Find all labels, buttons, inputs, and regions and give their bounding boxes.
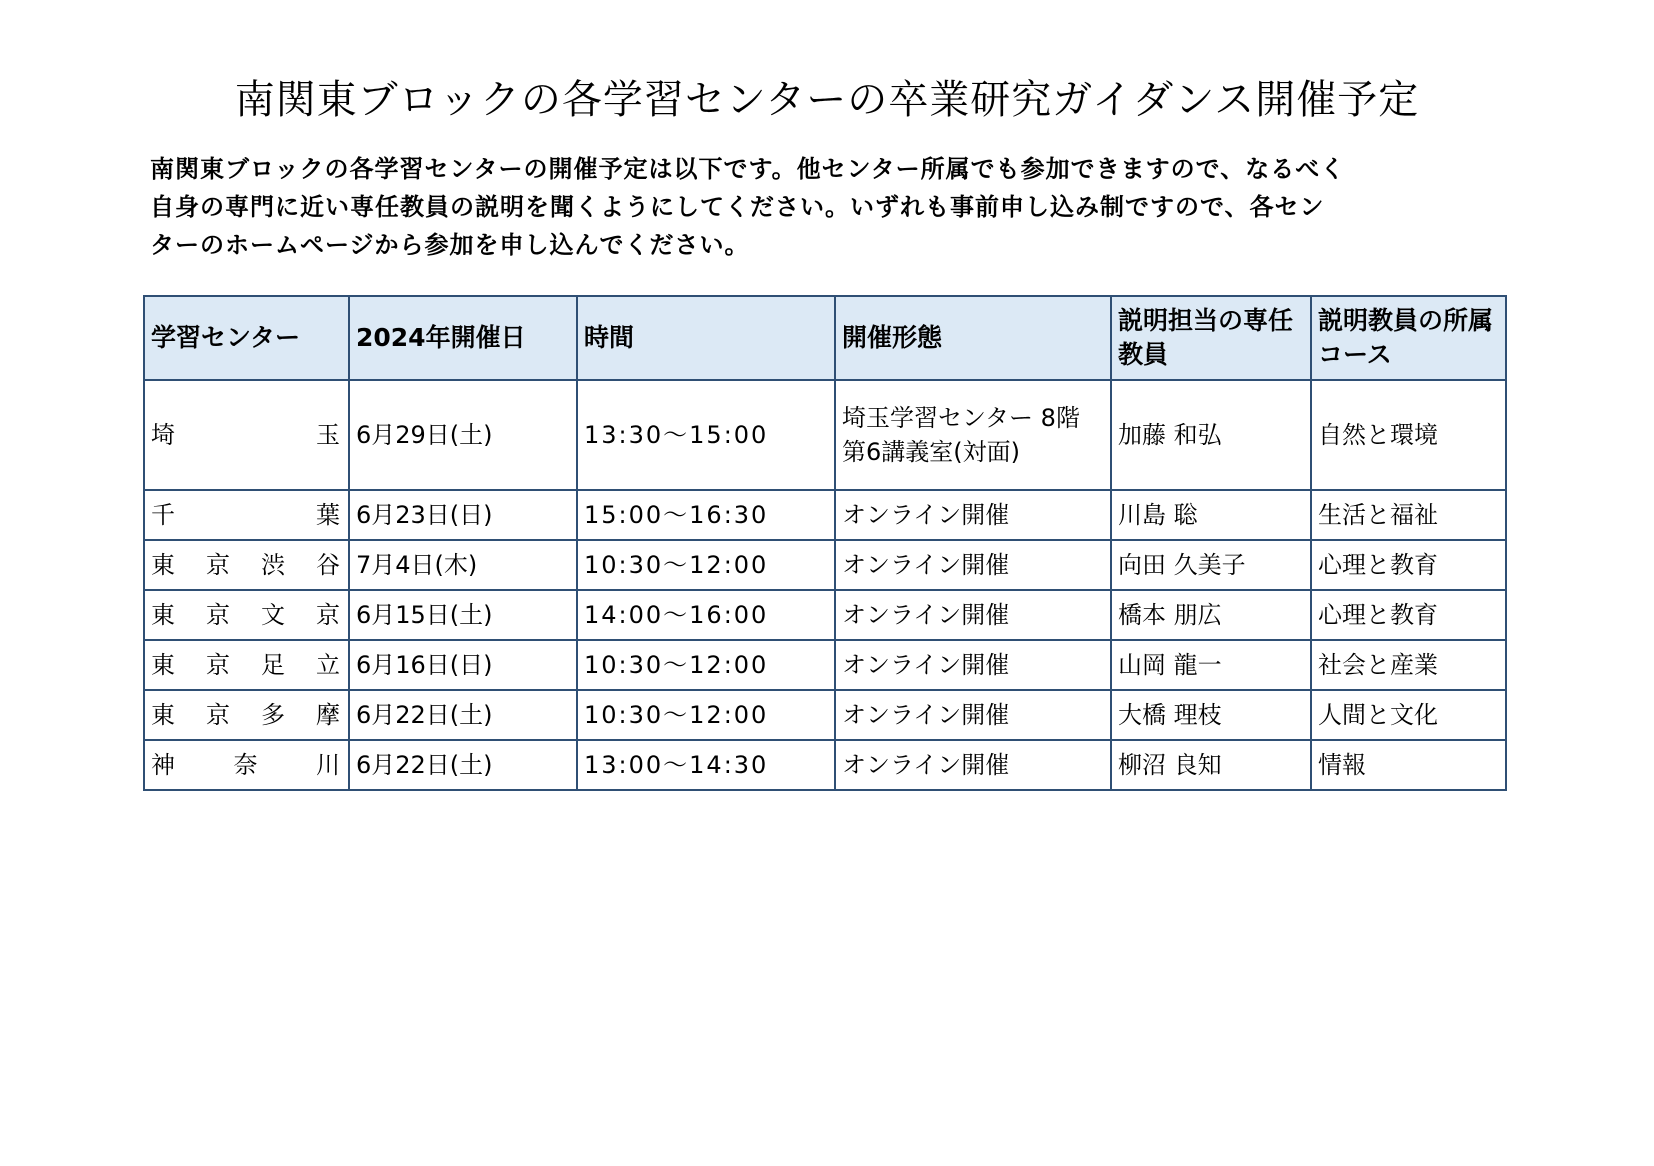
table-row bbox=[144, 740, 1506, 790]
header-format: 開催形態 bbox=[835, 296, 1111, 380]
intro-paragraph bbox=[150, 150, 1490, 264]
cell-time: 14:00～16:00 bbox=[577, 590, 835, 640]
cell-teacher: 山岡 龍一 bbox=[1111, 640, 1311, 690]
cell-course: 情報 bbox=[1311, 740, 1506, 790]
cell-date: 6月23日(日) bbox=[349, 490, 577, 540]
cell-date: 6月15日(土) bbox=[349, 590, 577, 640]
table-row bbox=[144, 640, 1506, 690]
page-title: 南関東ブロックの各学習センターの卒業研究ガイダンス開催予定 bbox=[234, 77, 1420, 123]
cell-format: オンライン開催 bbox=[835, 690, 1111, 740]
cell-center: 東京足立 bbox=[144, 640, 349, 690]
cell-teacher: 橋本 朋広 bbox=[1111, 590, 1311, 640]
table-row bbox=[144, 380, 1506, 490]
table-row bbox=[144, 590, 1506, 640]
cell-teacher: 加藤 和弘 bbox=[1111, 380, 1311, 490]
cell-teacher: 向田 久美子 bbox=[1111, 540, 1311, 590]
cell-center: 千葉 bbox=[144, 490, 349, 540]
cell-format: オンライン開催 bbox=[835, 590, 1111, 640]
header-date: 2024年開催日 bbox=[349, 296, 577, 380]
cell-course: 心理と教育 bbox=[1311, 590, 1506, 640]
cell-format: オンライン開催 bbox=[835, 540, 1111, 590]
cell-teacher: 大橋 理枝 bbox=[1111, 690, 1311, 740]
cell-course: 人間と文化 bbox=[1311, 690, 1506, 740]
cell-teacher: 川島 聡 bbox=[1111, 490, 1311, 540]
intro-line: ターのホームページから参加を申し込んでください。 bbox=[150, 231, 750, 259]
cell-date: 6月16日(日) bbox=[349, 640, 577, 690]
cell-date: 7月4日(木) bbox=[349, 540, 577, 590]
cell-format: オンライン開催 bbox=[835, 490, 1111, 540]
table-row bbox=[144, 690, 1506, 740]
cell-course: 自然と環境 bbox=[1311, 380, 1506, 490]
cell-center: 東京文京 bbox=[144, 590, 349, 640]
cell-format: 埼玉学習センター 8階 第6講義室(対面) bbox=[835, 380, 1111, 490]
cell-course: 社会と産業 bbox=[1311, 640, 1506, 690]
cell-time: 10:30～12:00 bbox=[577, 540, 835, 590]
cell-course: 心理と教育 bbox=[1311, 540, 1506, 590]
cell-center: 東京多摩 bbox=[144, 690, 349, 740]
cell-date: 6月22日(土) bbox=[349, 690, 577, 740]
intro-line: 南関東ブロックの各学習センターの開催予定は以下です。他センター所属でも参加できますので、なるべく bbox=[150, 155, 1346, 183]
cell-time: 13:00～14:30 bbox=[577, 740, 835, 790]
table-header-row bbox=[144, 296, 1506, 380]
header-teacher: 説明担当の専任教員 bbox=[1111, 296, 1311, 380]
cell-time: 10:30～12:00 bbox=[577, 640, 835, 690]
cell-course: 生活と福祉 bbox=[1311, 490, 1506, 540]
cell-time: 13:30～15:00 bbox=[577, 380, 835, 490]
intro-line: 自身の専門に近い専任教員の説明を聞くようにしてください。いずれも事前申し込み制ですので、各セン bbox=[150, 193, 1325, 221]
cell-time: 15:00～16:30 bbox=[577, 490, 835, 540]
cell-date: 6月29日(土) bbox=[349, 380, 577, 490]
schedule-table bbox=[143, 295, 1507, 791]
header-center: 学習センター bbox=[144, 296, 349, 380]
header-time: 時間 bbox=[577, 296, 835, 380]
table-row bbox=[144, 540, 1506, 590]
cell-center: 神奈川 bbox=[144, 740, 349, 790]
cell-date: 6月22日(土) bbox=[349, 740, 577, 790]
table-row bbox=[144, 490, 1506, 540]
cell-center: 埼玉 bbox=[144, 380, 349, 490]
cell-center: 東京渋谷 bbox=[144, 540, 349, 590]
cell-format: オンライン開催 bbox=[835, 640, 1111, 690]
cell-teacher: 柳沼 良知 bbox=[1111, 740, 1311, 790]
header-course: 説明教員の所属コース bbox=[1311, 296, 1506, 380]
cell-time: 10:30～12:00 bbox=[577, 690, 835, 740]
cell-format: オンライン開催 bbox=[835, 740, 1111, 790]
